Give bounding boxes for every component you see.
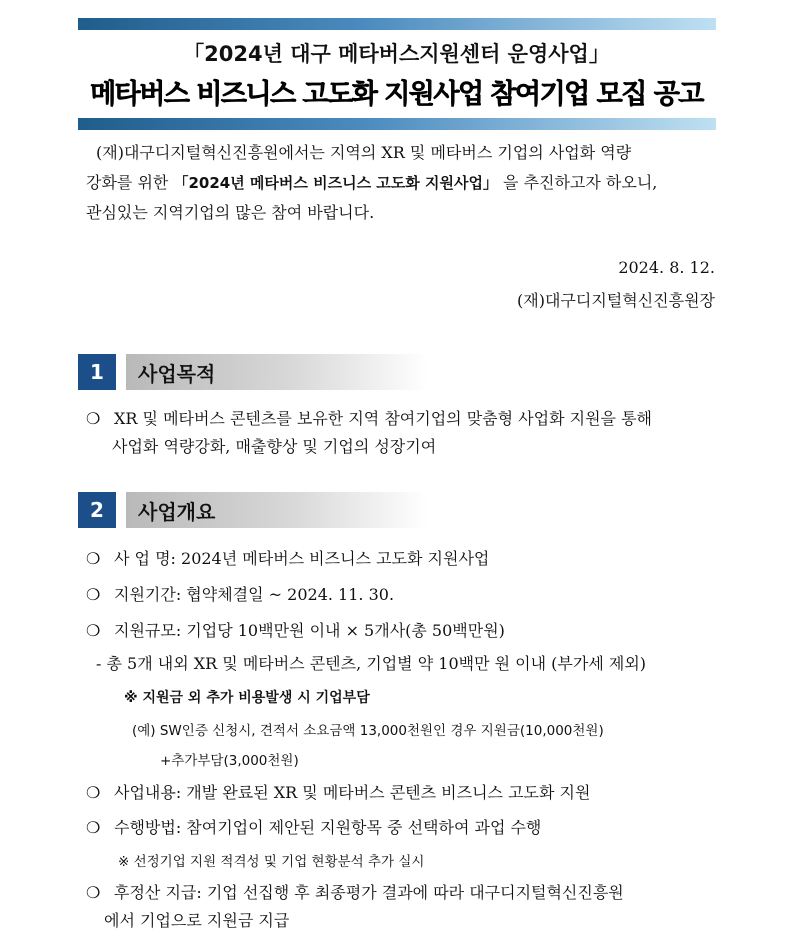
intro-line-3: 관심있는 지역기업의 많은 참여 바랍니다. (86, 203, 375, 222)
item-text: XR 및 메타버스 콘텐츠를 보유한 지역 참여기업의 맞춤형 사업화 지원을 통해 (114, 409, 652, 428)
item-text: 수행방법: 참여기업이 제안된 지원항목 중 선택하여 과업 수행 (114, 818, 542, 837)
intro-text: 강화를 위한 (86, 173, 174, 192)
item-text: 지원기간: 협약체결일 ~ 2024. 11. 30. (114, 585, 395, 604)
overview-item-content (86, 780, 590, 803)
intro-line-1: (재)대구디지털혁신진흥원에서는 지역의 XR 및 메타버스 기업의 사업화 역량 (96, 143, 632, 162)
circle-bullet-icon: ❍ (86, 585, 101, 604)
signer: (재)대구디지털혁신진흥원장 (517, 291, 715, 310)
selection-note: ※ 선정기업 지원 적격성 및 기업 현황분석 추가 실시 (118, 854, 425, 870)
announcement-date: 2024. 8. 12. (618, 258, 715, 277)
item-text: 후정산 지급: 기업 선집행 후 최종평가 결과에 따라 대구디지털혁신진흥원 (114, 883, 624, 902)
announcement-title: 메타버스 비즈니스 고도화 지원사업 참여기업 모집 공고 (90, 79, 703, 110)
section-number: 2 (78, 492, 116, 528)
item-text: 사업내용: 개발 완료된 XR 및 메타버스 콘텐츠 비즈니스 고도화 지원 (114, 783, 591, 802)
header-bottom-bar (78, 118, 716, 130)
circle-bullet-icon: ❍ (86, 883, 101, 902)
intro-text-end: 을 추진하고자 하오니, (497, 173, 658, 192)
circle-bullet-icon: ❍ (86, 549, 101, 568)
item-text: 지원규모: 기업당 10백만원 이내 × 5개사(총 50백만원) (114, 621, 505, 640)
section-title: 사업목적 (126, 354, 428, 390)
overview-item-name (86, 546, 489, 569)
header-top-bar (78, 18, 716, 30)
overview-item-method (86, 815, 541, 838)
circle-bullet-icon: ❍ (86, 783, 101, 802)
program-name: 「2024년 메타버스 비즈니스 고도화 지원사업」 (173, 174, 498, 192)
section-title: 사업개요 (126, 492, 428, 528)
section-1-item-cont: 사업화 역량강화, 매출향상 및 기업의 성장기여 (112, 437, 437, 456)
circle-bullet-icon: ❍ (86, 621, 101, 640)
overview-item-period (86, 582, 394, 605)
cost-example-cont: +추가부담(3,000천원) (160, 753, 299, 769)
announcement-subtitle: 「2024년 대구 메타버스지원센터 운영사업」 (183, 42, 610, 66)
cost-example: (예) SW인증 신청시, 견적서 소요금액 13,000천원인 경우 지원금(10,000천원) (132, 723, 604, 739)
section-number: 1 (78, 354, 116, 390)
section-1-header (78, 354, 428, 390)
item-text: 사 업 명: 2024년 메타버스 비즈니스 고도화 지원사업 (114, 549, 490, 568)
section-2-header (78, 492, 428, 528)
overview-scale-detail: - 총 5개 내외 XR 및 메타버스 콘텐츠, 기업별 약 10백만 원 이내 (부가세 제외) (96, 654, 647, 673)
overview-item-settlement-cont: 에서 기업으로 지원금 지급 (104, 911, 290, 930)
section-1-item (86, 406, 652, 429)
intro-line-2 (86, 168, 718, 198)
overview-item-scale (86, 618, 505, 641)
circle-bullet-icon: ❍ (86, 409, 101, 428)
circle-bullet-icon: ❍ (86, 818, 101, 837)
overview-item-settlement (86, 880, 624, 903)
intro-paragraph (86, 138, 718, 228)
cost-note: ※ 지원금 외 추가 비용발생 시 기업부담 (124, 690, 370, 706)
